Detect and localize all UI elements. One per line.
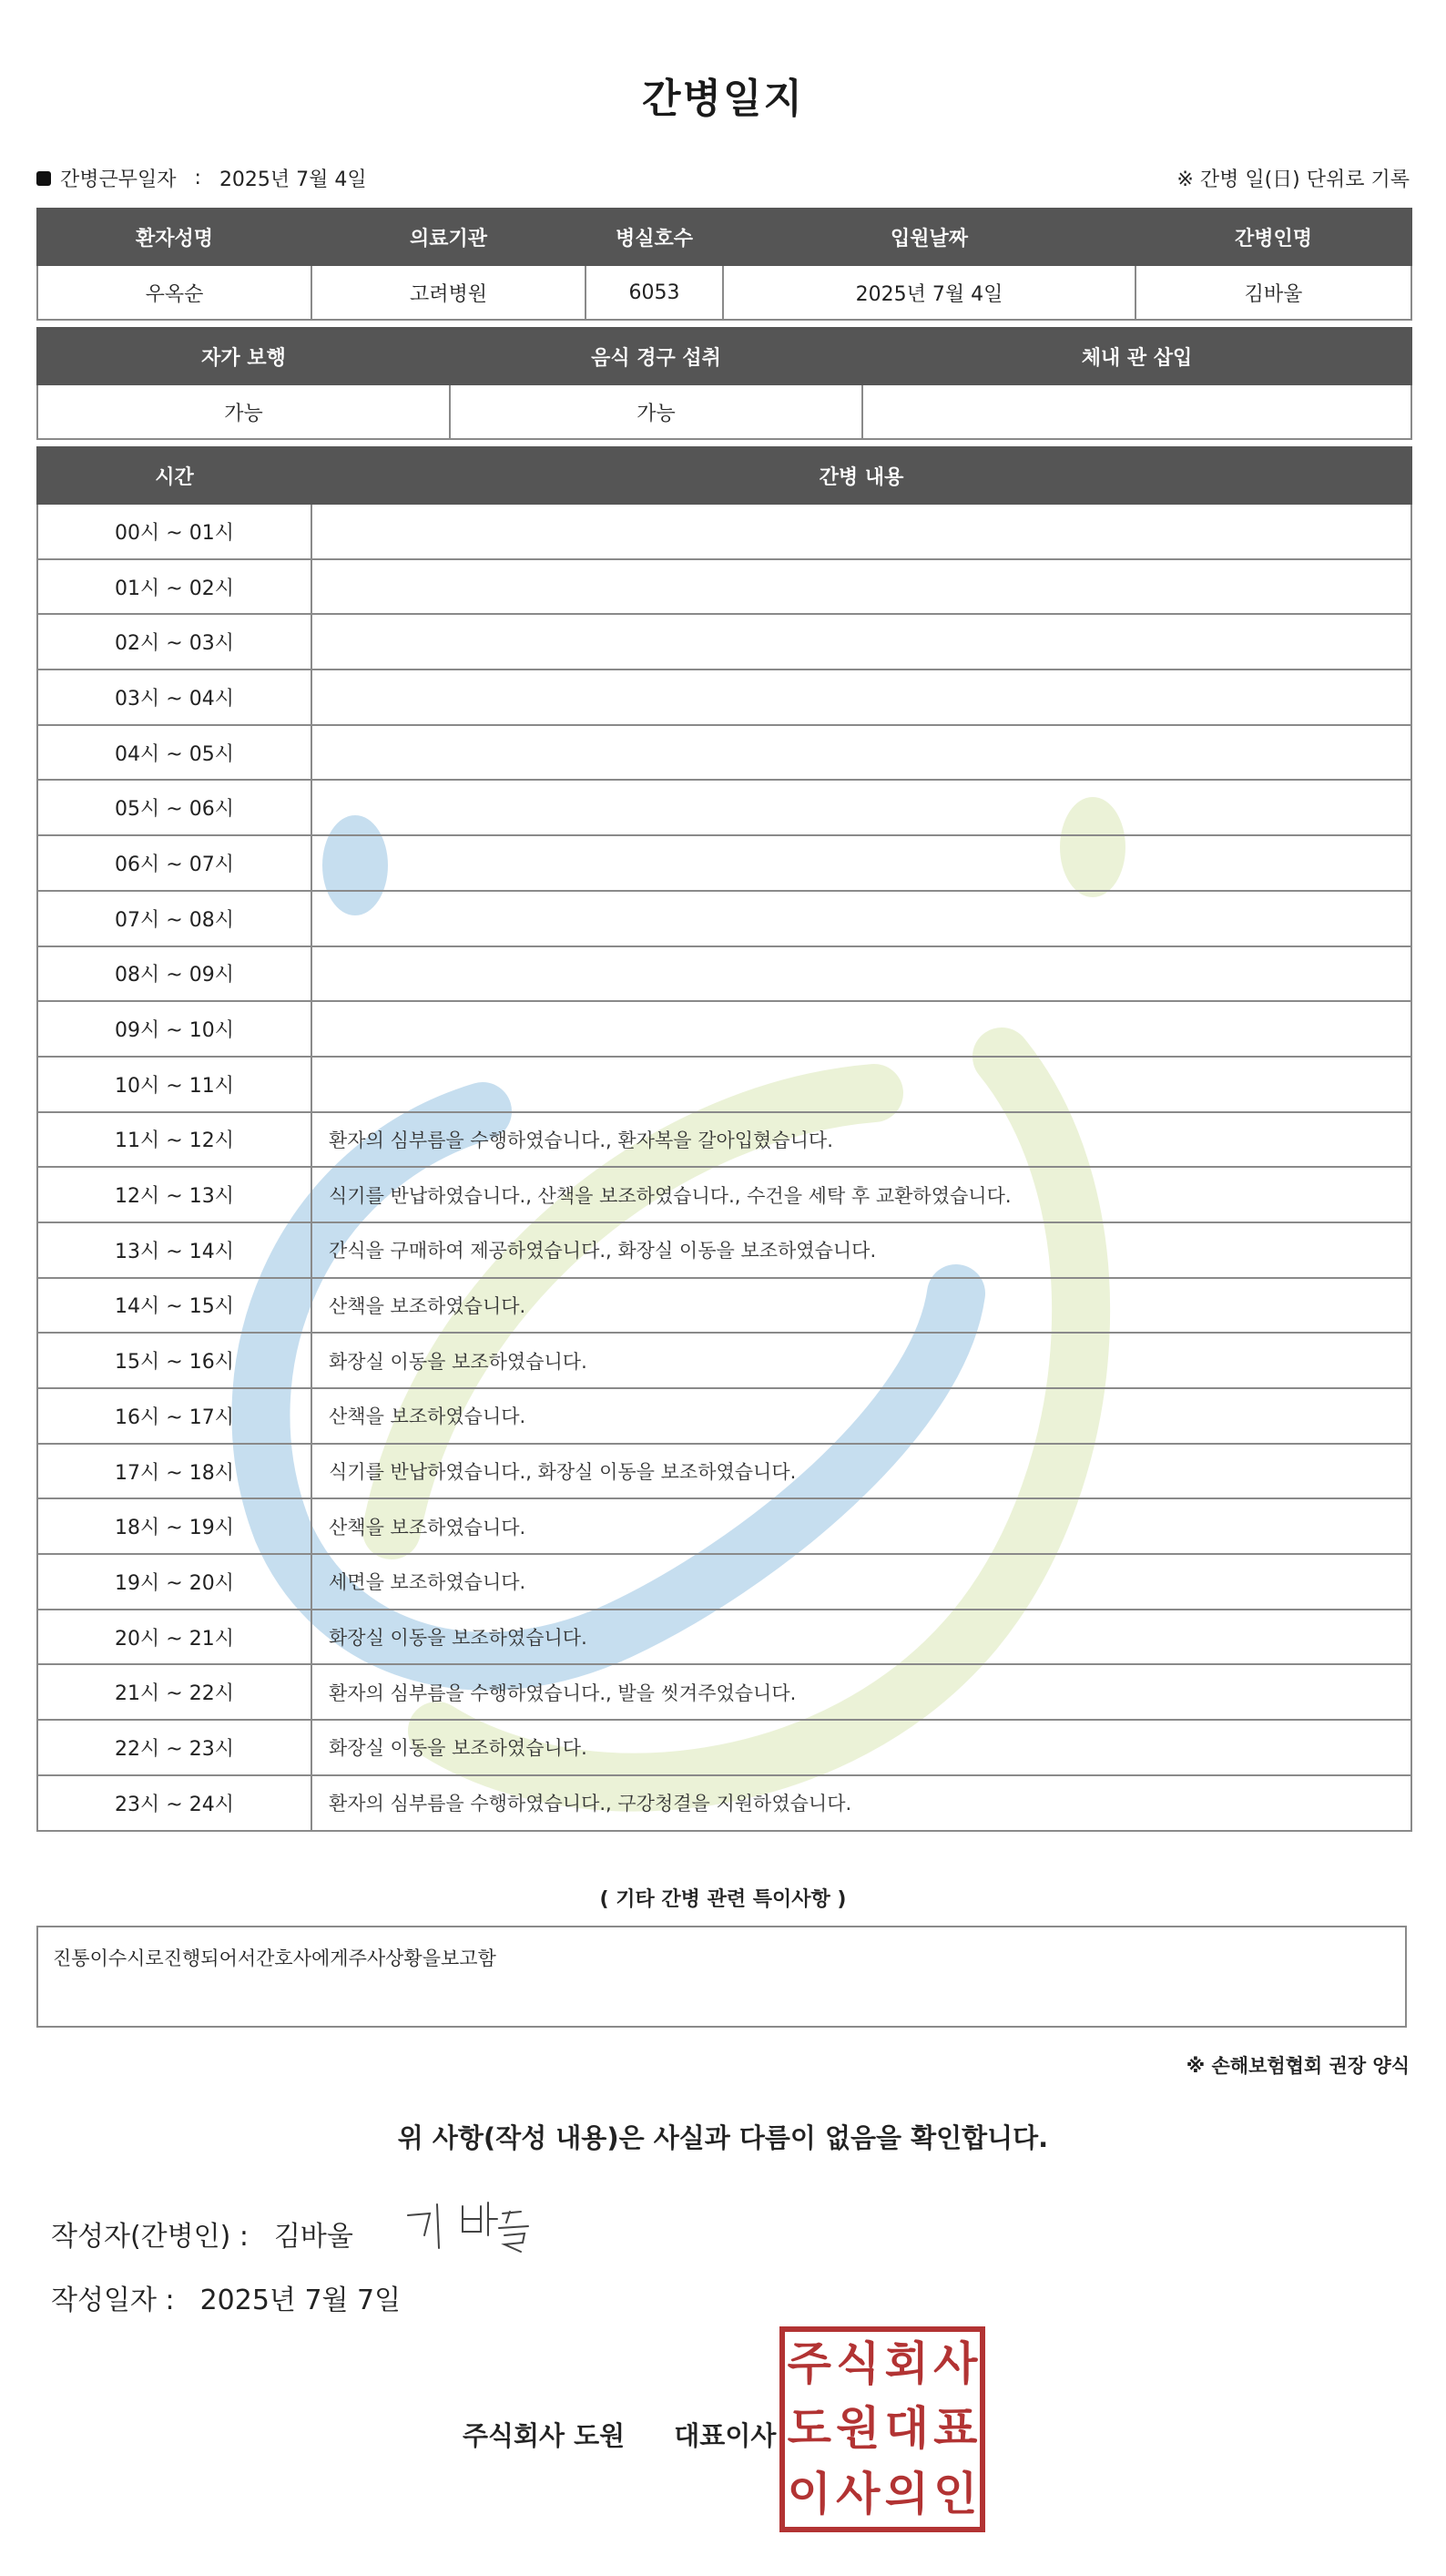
table-row xyxy=(37,1610,1411,1665)
room-number: 6053 xyxy=(586,265,723,320)
company-seal-stamp xyxy=(779,2326,985,2532)
page-title: 간병일지 xyxy=(641,76,804,122)
table-row xyxy=(37,780,1411,835)
header-care-content: 간병 내용 xyxy=(311,447,1411,504)
care-content xyxy=(311,504,1411,559)
table-row xyxy=(37,725,1411,781)
care-content: 환자의 심부름을 수행하였습니다., 환자복을 갈아입혔습니다. xyxy=(311,1112,1411,1168)
header-admission-date: 입원날짜 xyxy=(723,209,1135,265)
time-slot: 04시 ~ 05시 xyxy=(37,725,311,781)
record-note: ※ 간병 일(日) 단위로 기록 xyxy=(1176,169,1410,191)
time-slot: 21시 ~ 22시 xyxy=(37,1664,311,1720)
time-slot: 13시 ~ 14시 xyxy=(37,1222,311,1278)
signature-image xyxy=(401,2195,537,2259)
bullet-square-icon xyxy=(36,171,51,186)
seal-char: 식 xyxy=(836,2337,881,2390)
table-row xyxy=(37,946,1411,1002)
table-row xyxy=(37,1444,1411,1499)
written-date-value: 2025년 7월 7일 xyxy=(199,2285,402,2316)
care-content: 화장실 이동을 보조하였습니다. xyxy=(311,1333,1411,1388)
time-slot: 02시 ~ 03시 xyxy=(37,614,311,670)
table-row xyxy=(37,1664,1411,1720)
care-content: 화장실 이동을 보조하였습니다. xyxy=(311,1610,1411,1665)
patient-status-table xyxy=(36,327,1412,440)
care-content: 세면을 보조하였습니다. xyxy=(311,1554,1411,1610)
time-slot: 03시 ~ 04시 xyxy=(37,670,311,725)
table-row xyxy=(37,1388,1411,1444)
care-content: 식기를 반납하였습니다., 산책을 보조하였습니다., 수건을 세탁 후 교환하였습니다. xyxy=(311,1167,1411,1222)
patient-info-table xyxy=(36,208,1412,321)
table-row xyxy=(37,504,1411,559)
header-self-walking: 자가 보행 xyxy=(37,328,450,384)
time-slot: 19시 ~ 20시 xyxy=(37,1554,311,1610)
care-content: 산책을 보조하였습니다. xyxy=(311,1388,1411,1444)
header-time: 시간 xyxy=(37,447,311,504)
header-patient-name: 환자성명 xyxy=(37,209,311,265)
care-log-table xyxy=(36,446,1412,1832)
hospital: 고려병원 xyxy=(311,265,586,320)
table-row xyxy=(37,1167,1411,1222)
header-room-number: 병실호수 xyxy=(586,209,723,265)
header-oral-intake: 음식 경구 섭취 xyxy=(450,328,862,384)
table-row xyxy=(37,1720,1411,1775)
care-content: 환자의 심부름을 수행하였습니다., 구강청결을 지원하였습니다. xyxy=(311,1775,1411,1831)
caregiver-name: 김바울 xyxy=(1135,265,1411,320)
time-slot: 20시 ~ 21시 xyxy=(37,1610,311,1665)
care-content xyxy=(311,891,1411,946)
care-content: 식기를 반납하였습니다., 화장실 이동을 보조하였습니다. xyxy=(311,1444,1411,1499)
written-date-label: 작성일자 : xyxy=(51,2285,175,2316)
care-content xyxy=(311,1001,1411,1057)
table-row xyxy=(37,1498,1411,1554)
meta-row xyxy=(36,164,1410,193)
table-row xyxy=(37,614,1411,670)
table-row xyxy=(37,670,1411,725)
work-date-label: 간병근무일자 xyxy=(60,169,177,191)
time-slot: 07시 ~ 08시 xyxy=(37,891,311,946)
seal-char: 도 xyxy=(787,2402,831,2456)
seal-char: 이 xyxy=(787,2467,831,2520)
care-content xyxy=(311,614,1411,670)
time-slot: 22시 ~ 23시 xyxy=(37,1720,311,1775)
care-content: 환자의 심부름을 수행하였습니다., 발을 씻겨주었습니다. xyxy=(311,1664,1411,1720)
work-date xyxy=(36,164,367,192)
written-date-row xyxy=(51,2277,401,2317)
time-slot: 16시 ~ 17시 xyxy=(37,1388,311,1444)
table-row xyxy=(37,1775,1411,1831)
time-slot: 15시 ~ 16시 xyxy=(37,1333,311,1388)
oral-intake: 가능 xyxy=(450,384,862,439)
notes-box: 진통이수시로진행되어서간호사에게주사상황을보고함 xyxy=(36,1926,1407,2028)
admission-date: 2025년 7월 4일 xyxy=(723,265,1135,320)
table-row xyxy=(37,891,1411,946)
table-row xyxy=(37,1057,1411,1112)
time-slot: 09시 ~ 10시 xyxy=(37,1001,311,1057)
time-slot: 12시 ~ 13시 xyxy=(37,1167,311,1222)
writer-row xyxy=(51,2213,353,2254)
table-row xyxy=(37,1112,1411,1168)
table-row xyxy=(37,1278,1411,1334)
tube-insertion xyxy=(862,384,1411,439)
care-content xyxy=(311,780,1411,835)
care-content: 산책을 보조하였습니다. xyxy=(311,1498,1411,1554)
care-content xyxy=(311,725,1411,781)
header-tube-insertion: 체내 관 삽입 xyxy=(862,328,1411,384)
seal-char: 회 xyxy=(884,2337,929,2390)
time-slot: 14시 ~ 15시 xyxy=(37,1278,311,1334)
self-walking: 가능 xyxy=(37,384,450,439)
work-date-value: 2025년 7월 4일 xyxy=(219,169,367,191)
seal-char: 사 xyxy=(933,2337,978,2390)
time-slot: 18시 ~ 19시 xyxy=(37,1498,311,1554)
confirmation-statement: 위 사항(작성 내용)은 사실과 다름이 없음을 확인합니다. xyxy=(397,2122,1049,2153)
time-slot: 00시 ~ 01시 xyxy=(37,504,311,559)
table-row xyxy=(37,1222,1411,1278)
care-content: 화장실 이동을 보조하였습니다. xyxy=(311,1720,1411,1775)
table-row xyxy=(37,1001,1411,1057)
seal-char: 의 xyxy=(884,2467,929,2520)
seal-char: 사 xyxy=(836,2467,881,2520)
seal-char: 인 xyxy=(933,2467,978,2520)
time-slot: 10시 ~ 11시 xyxy=(37,1057,311,1112)
header-caregiver-name: 간병인명 xyxy=(1135,209,1411,265)
care-content: 간식을 구매하여 제공하였습니다., 화장실 이동을 보조하였습니다. xyxy=(311,1222,1411,1278)
time-slot: 23시 ~ 24시 xyxy=(37,1775,311,1831)
company-name: 주식회사 도원 xyxy=(463,2420,626,2451)
time-slot: 08시 ~ 09시 xyxy=(37,946,311,1002)
table-row xyxy=(37,1333,1411,1388)
seal-char: 표 xyxy=(933,2402,978,2456)
care-content xyxy=(311,946,1411,1002)
patient-name: 우옥순 xyxy=(37,265,311,320)
time-slot: 06시 ~ 07시 xyxy=(37,835,311,891)
care-content xyxy=(311,1057,1411,1112)
care-content xyxy=(311,835,1411,891)
header-hospital: 의료기관 xyxy=(311,209,586,265)
table-row xyxy=(37,559,1411,615)
form-source-note: ※ 손해보험협회 권장 양식 xyxy=(1186,2055,1410,2077)
seal-char: 대 xyxy=(884,2402,929,2456)
work-date-separator: : xyxy=(194,167,201,189)
time-slot: 11시 ~ 12시 xyxy=(37,1112,311,1168)
time-slot: 17시 ~ 18시 xyxy=(37,1444,311,1499)
notes-title: ( 기타 간병 관련 특이사항 ) xyxy=(599,1888,847,1911)
care-content xyxy=(311,670,1411,725)
seal-char: 원 xyxy=(836,2402,881,2456)
care-content xyxy=(311,559,1411,615)
table-row xyxy=(37,1554,1411,1610)
table-row xyxy=(37,835,1411,891)
company-line xyxy=(463,2416,776,2453)
seal-char: 주 xyxy=(787,2337,831,2390)
time-slot: 01시 ~ 02시 xyxy=(37,559,311,615)
company-title: 대표이사 xyxy=(674,2420,777,2451)
time-slot: 05시 ~ 06시 xyxy=(37,780,311,835)
writer-name: 김바울 xyxy=(273,2221,353,2253)
writer-label: 작성자(간병인) : xyxy=(51,2221,249,2253)
care-content: 산책을 보조하였습니다. xyxy=(311,1278,1411,1334)
